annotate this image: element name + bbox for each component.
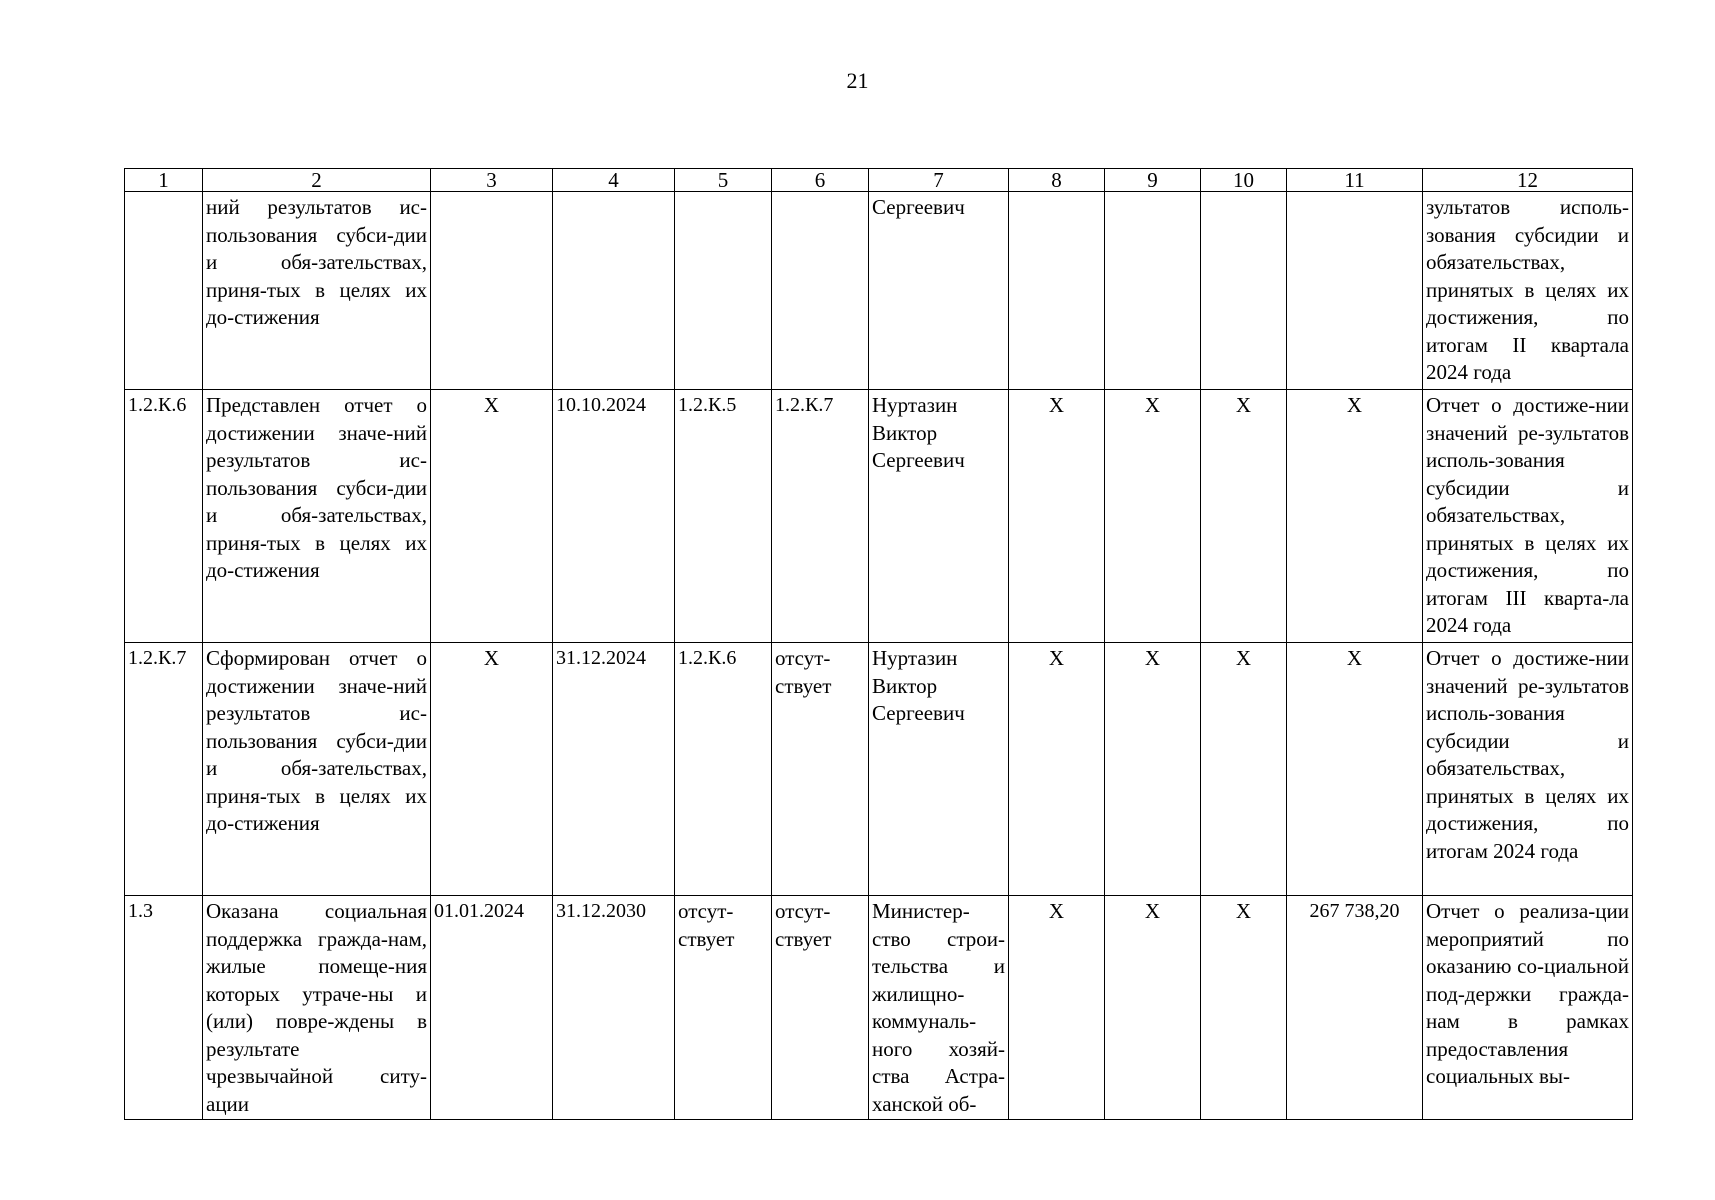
column-header: 9	[1105, 169, 1201, 192]
row-number-cell	[125, 192, 203, 390]
column-header: 3	[431, 169, 553, 192]
value-cell-10: X	[1201, 390, 1287, 643]
responsible-cell: Нуртазин Виктор Сергеевич	[869, 390, 1009, 643]
value-cell-9	[1105, 192, 1201, 390]
start-date-cell: 01.01.2024	[431, 896, 553, 1120]
row-number-cell: 1.2.К.6	[125, 390, 203, 643]
result-name-cell: Оказана социальная поддержка гражда-нам, жилые помеще-ния которых утраче-ны и (или) повре-ждены в результате чрезвычайной ситу-ации	[203, 896, 431, 1120]
table-row	[125, 643, 1633, 896]
table-row	[125, 192, 1633, 390]
document-cell: зультатов исполь-зования субсидии и обязательствах, принятых в целях их достижения, по итогам II квартала 2024 года	[1423, 192, 1633, 390]
table-row	[125, 390, 1633, 643]
column-header: 12	[1423, 169, 1633, 192]
result-name-cell: Представлен отчет о достижении значе-ний результатов ис-пользования субси-дии и обя-зательствах, приня-тых в целях их до-стижения	[203, 390, 431, 643]
predecessor-cell	[675, 192, 772, 390]
result-name-cell: Сформирован отчет о достижении значе-ний результатов ис-пользования субси-дии и обя-зательствах, приня-тых в целях их до-стижения	[203, 643, 431, 896]
amount-cell: X	[1287, 643, 1423, 896]
start-date-cell	[431, 192, 553, 390]
successor-cell: отсут-ствует	[772, 643, 869, 896]
column-header: 6	[772, 169, 869, 192]
value-cell-8: X	[1009, 390, 1105, 643]
responsible-cell: Министер-ство строи-тельства и жилищно-коммуналь-ного хозяй-ства Астра-ханской об-	[869, 896, 1009, 1120]
value-cell-9: X	[1105, 643, 1201, 896]
value-cell-10: X	[1201, 643, 1287, 896]
responsible-cell: Сергеевич	[869, 192, 1009, 390]
end-date-cell: 10.10.2024	[553, 390, 675, 643]
column-header: 11	[1287, 169, 1423, 192]
predecessor-cell: 1.2.К.5	[675, 390, 772, 643]
successor-cell: отсут-ствует	[772, 896, 869, 1120]
column-header: 2	[203, 169, 431, 192]
amount-cell	[1287, 192, 1423, 390]
responsible-cell: Нуртазин Виктор Сергеевич	[869, 643, 1009, 896]
predecessor-cell: 1.2.К.6	[675, 643, 772, 896]
row-number-cell: 1.2.К.7	[125, 643, 203, 896]
value-cell-8: X	[1009, 896, 1105, 1120]
start-date-cell: X	[431, 390, 553, 643]
value-cell-8	[1009, 192, 1105, 390]
successor-cell	[772, 192, 869, 390]
predecessor-cell: отсут-ствует	[675, 896, 772, 1120]
value-cell-10	[1201, 192, 1287, 390]
document-cell: Отчет о достиже-нии значений ре-зультатов исполь-зования субсидии и обязательствах, принятых в целях их достижения, по итогам III кварта-ла 2024 года	[1423, 390, 1633, 643]
successor-cell: 1.2.К.7	[772, 390, 869, 643]
column-header: 4	[553, 169, 675, 192]
column-header: 10	[1201, 169, 1287, 192]
value-cell-9: X	[1105, 896, 1201, 1120]
end-date-cell: 31.12.2024	[553, 643, 675, 896]
amount-cell: X	[1287, 390, 1423, 643]
column-header: 7	[869, 169, 1009, 192]
plan-table	[124, 168, 1633, 1120]
table-row	[125, 896, 1633, 1120]
document-cell: Отчет о достиже-нии значений ре-зультатов исполь-зования субсидии и обязательствах, принятых в целях их достижения, по итогам 2024 года	[1423, 643, 1633, 896]
end-date-cell: 31.12.2030	[553, 896, 675, 1120]
column-header: 5	[675, 169, 772, 192]
page-number: 21	[846, 68, 869, 93]
row-number-cell: 1.3	[125, 896, 203, 1120]
value-cell-8: X	[1009, 643, 1105, 896]
column-header: 8	[1009, 169, 1105, 192]
start-date-cell: X	[431, 643, 553, 896]
value-cell-10: X	[1201, 896, 1287, 1120]
document-cell: Отчет о реализа-ции мероприятий по оказанию со-циальной под-держки гражда-нам в рамках предоставления социальных вы-	[1423, 896, 1633, 1120]
column-header: 1	[125, 169, 203, 192]
value-cell-9: X	[1105, 390, 1201, 643]
table-header-row	[125, 169, 1633, 192]
amount-cell: 267 738,20	[1287, 896, 1423, 1120]
end-date-cell	[553, 192, 675, 390]
result-name-cell: ний результатов ис-пользования субси-дии и обя-зательствах, приня-тых в целях их до-стижения	[203, 192, 431, 390]
